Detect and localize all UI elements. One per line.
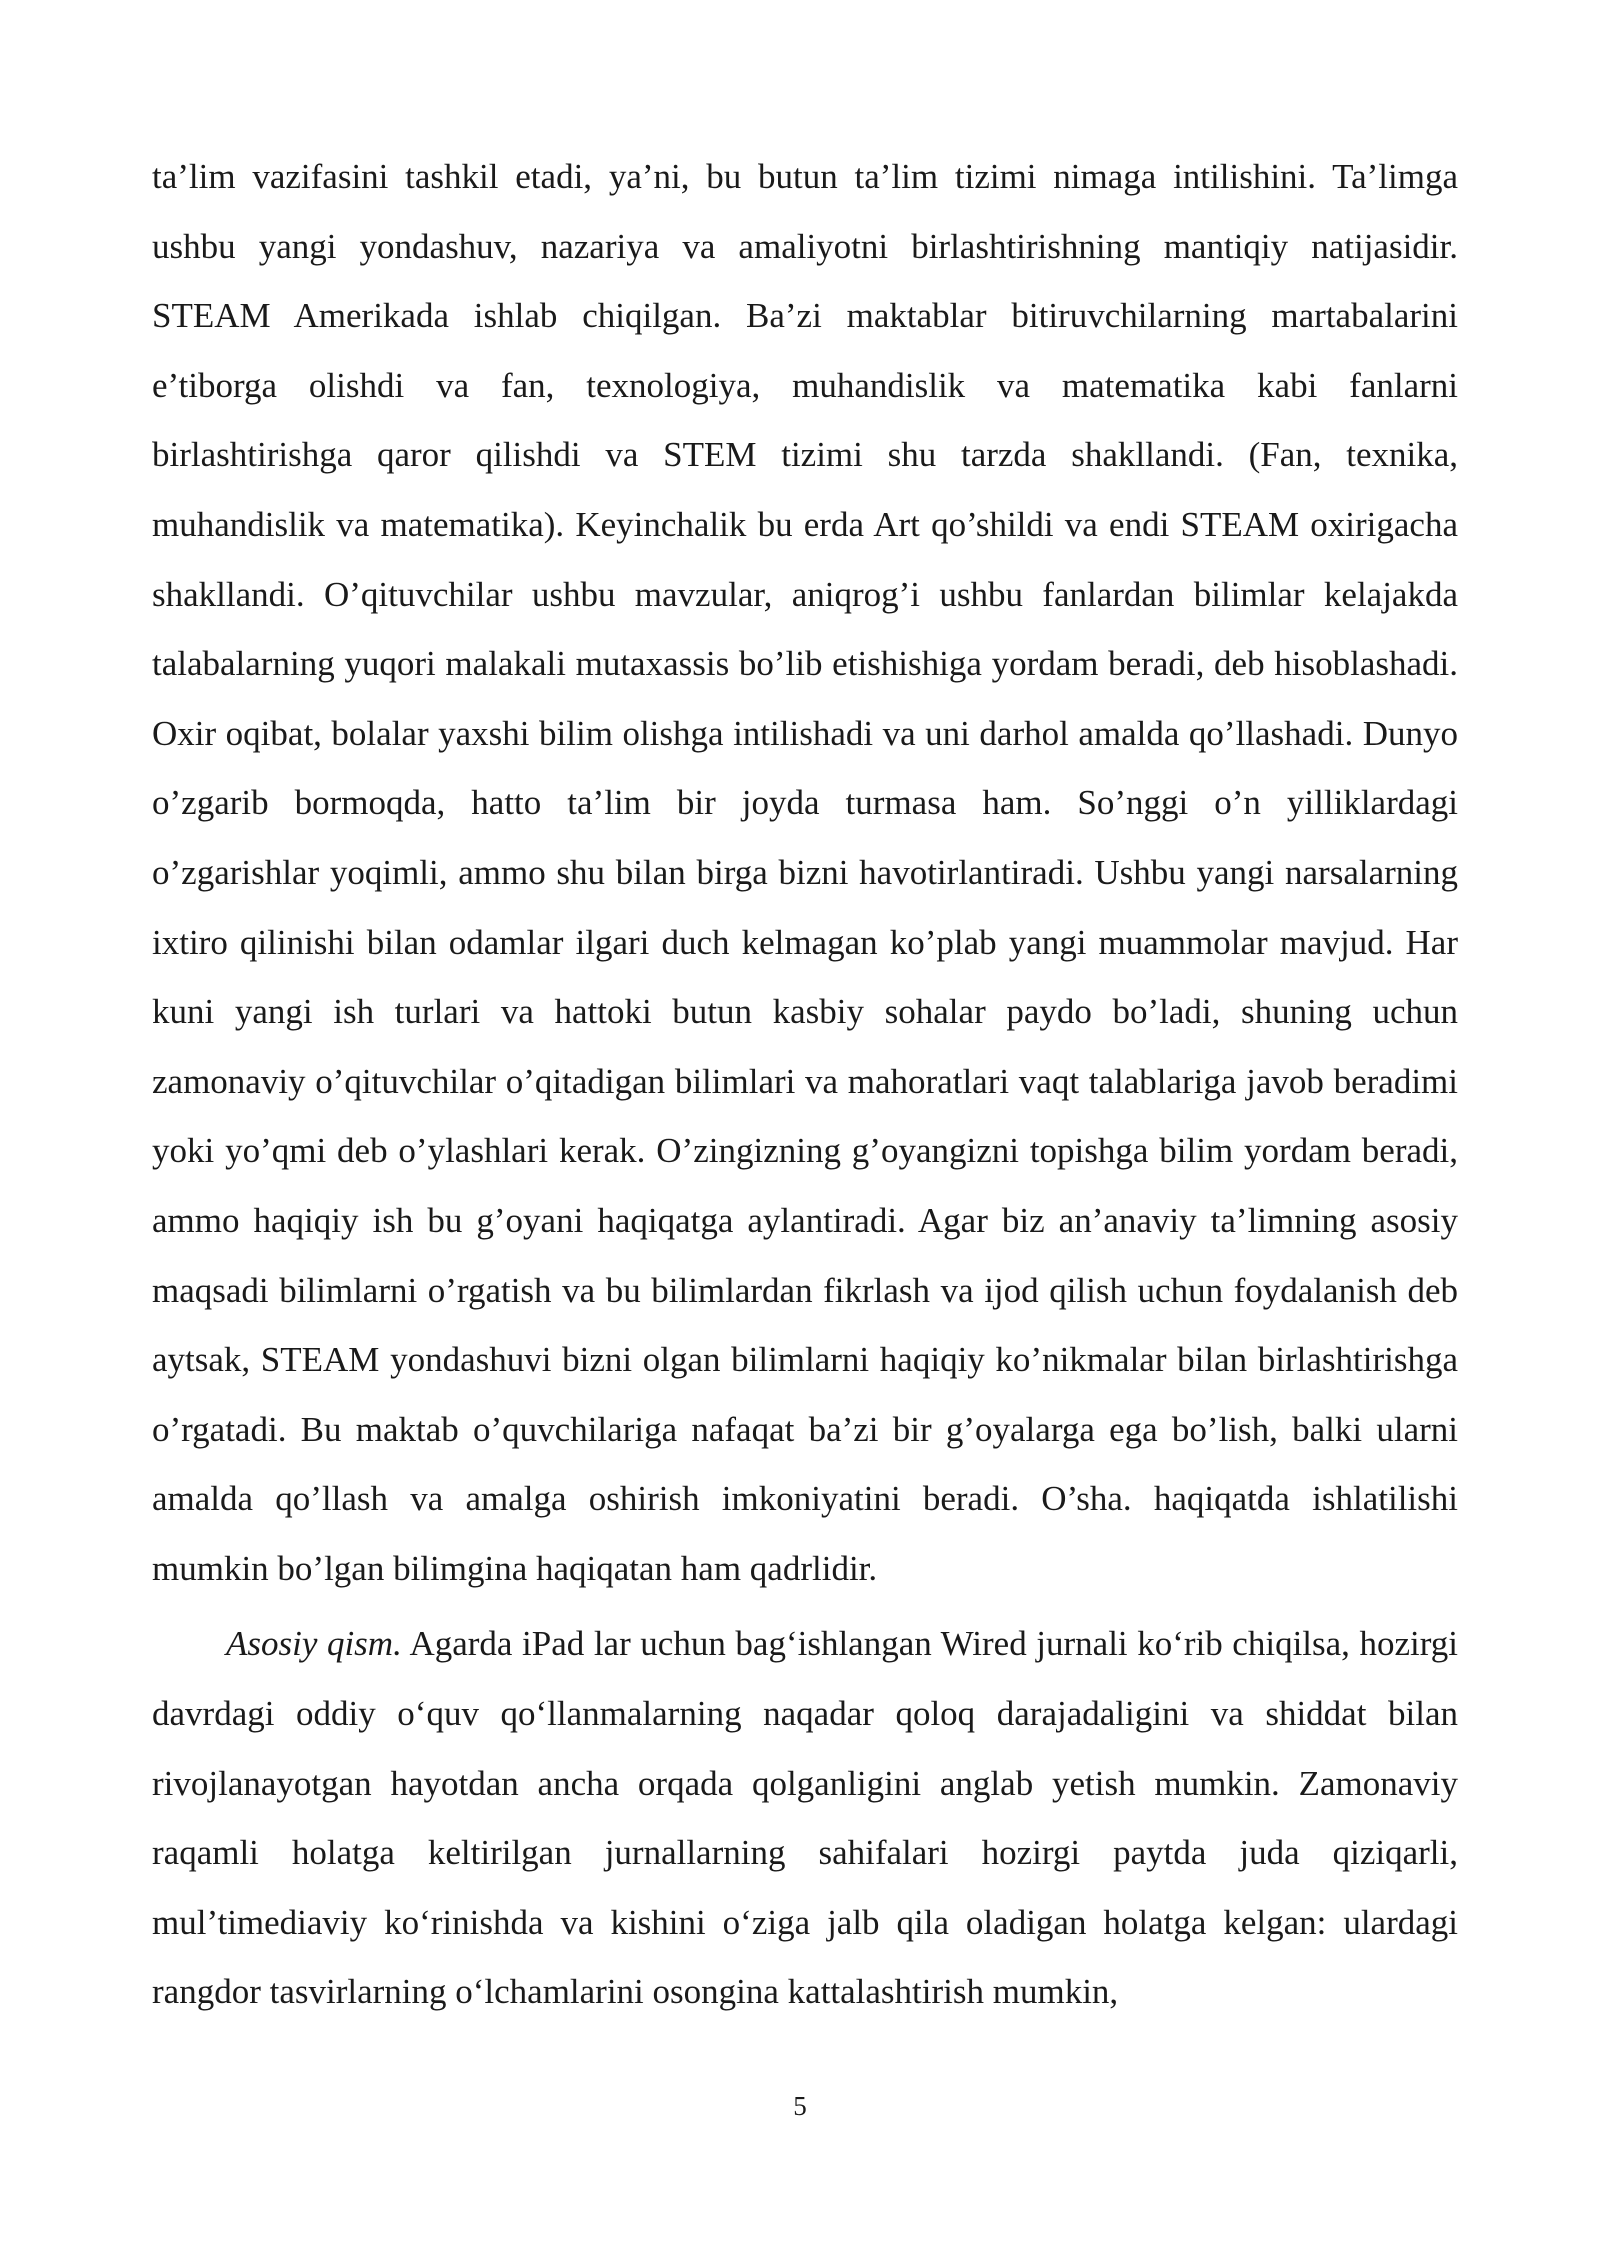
paragraph-continuation: ta’lim vazifasini tashkil etadi, ya’ni, bu butun ta’lim tizimi nimaga intilishini. Ta’limga ushbu yangi yondashuv, nazariya va amaliyotni birlashtirishning mantiqiy natijasidir. STEAM Amerikada ishlab chiqilgan. Ba’zi maktablar bitiruvchilarning martabalarini e’tiborga olishdi va fan, texnologiya, muhandislik va matematika kabi fanlarni birlashtirishga qaror qilishdi va STEM tizimi shu tarzda shakllandi. (Fan, texnika, muhandislik va matematika). Keyinchalik bu erda Art qo’shildi va endi STEAM oxirigacha shakllandi. O’qituvchilar ushbu mavzular, aniqrog’i ushbu fanlardan bilimlar kelajakda talabalarning yuqori malakali mutaxassis bo’lib etishishiga yordam beradi, deb hisoblashadi. Oxir oqibat, bolalar yaxshi bilim olishga intilishadi va uni darhol amalda qo’llashadi. Dunyo o’zgarib bormoqda, hatto ta’lim bir joyda turmasa ham. So’nggi o’n yilliklardagi o’zgarishlar yoqimli, ammo shu bilan birga bizni havotirlantiradi. Ushbu yangi narsalarning ixtiro qilinishi bilan odamlar ilgari duch kelmagan ko’plab yangi muammolar mavjud. Har kuni yangi ish turlari va hattoki butun kasbiy sohalar paydo bo’ladi, shuning uchun zamonaviy o’qituvchilar o’qitadigan bilimlari va mahoratlari vaqt talablariga javob beradimi yoki yo’qmi deb o’ylashlari kerak. O’zingizning g’oyangizni topishga bilim yordam beradi, ammo haqiqiy ish bu g’oyani haqiqatga aylantiradi. Agar biz an’anaviy ta’limning asosiy maqsadi bilimlarni o’rgatish va bu bilimlardan fikrlash va ijod qilish uchun foydalanish deb aytsak, STEAM yondashuvi bizni olgan bilimlarni haqiqiy ko’nikmalar bilan birlashtirishga o’rgatadi. Bu maktab o’quvchilariga nafaqat ba’zi bir g’oyalarga ega bo’lish, balki ularni amalda qo’llash va amalga oshirish imkoniyatini beradi. O’sha. haqiqatda ishlatilishi mumkin bo’lgan bilimgina haqiqatan ham qadrlidir. [152,157,1458,1588]
section-lead-heading: Asosiy qism. [226,1624,402,1664]
body-text [152,142,1458,2027]
paragraph-main-part-text: Agarda iPad lar uchun bag‘ishlangan Wired jurnali ko‘rib chiqilsa, hozirgi davrdagi oddiy o‘quv qo‘llanmalarning naqadar qoloq darajadaligini va shiddat bilan rivojlanayotgan hayotdan ancha orqada qolganligini anglab yetish mumkin. Zamonaviy raqamli holatga keltirilgan jurnallarning sahifalari hozirgi paytda juda qiziqarli, mul’timediaviy ko‘rinishda va kishini o‘ziga jalb qila oladigan holatga kelgan: ulardagi rangdor tasvirlarning o‘lchamlarini osongina kattalashtirish mumkin, [152,1624,1458,2012]
page-number: 5 [793,2091,807,2121]
paragraph-main-part [152,1609,1458,2027]
